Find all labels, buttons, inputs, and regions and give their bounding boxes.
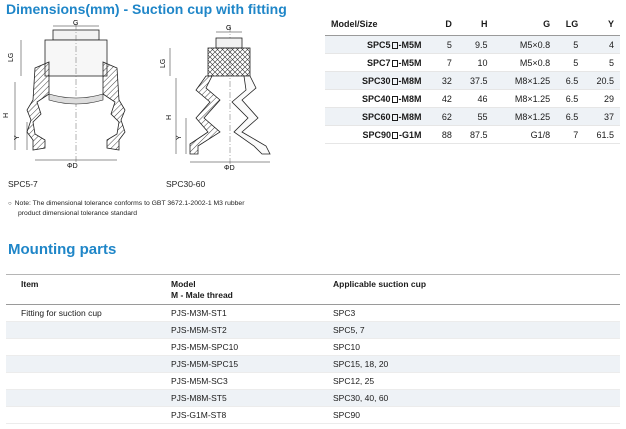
note-line-2: product dimensional tolerance standard — [18, 210, 138, 217]
table-row — [325, 90, 620, 108]
cell-g: M8×1.25 — [494, 108, 557, 126]
table-row — [6, 322, 620, 339]
cell-item — [6, 356, 171, 373]
model-prefix: SPC40 — [362, 93, 391, 104]
cell-lg: 5 — [556, 36, 584, 54]
cell-model: PJS-M5M-SPC15 — [171, 356, 333, 373]
cell-h: 55 — [458, 108, 494, 126]
square-icon — [392, 42, 398, 49]
mounting-parts-table — [6, 274, 620, 424]
cell-model: PJS-M8M-ST5 — [171, 390, 333, 407]
model-prefix: SPC30 — [362, 75, 391, 86]
table-row — [325, 36, 620, 54]
header-model — [171, 275, 333, 305]
table-row — [325, 108, 620, 126]
cell-h: 87.5 — [458, 126, 494, 144]
header-lg: LG — [556, 12, 584, 36]
dimensions-title: Dimensions(mm) - Suction cup with fitting — [6, 1, 287, 17]
model-size-cell — [325, 90, 434, 108]
spc30-60-caption: SPC30-60 — [166, 179, 206, 189]
cell-lg: 6.5 — [556, 108, 584, 126]
cell-applicable: SPC15, 18, 20 — [333, 356, 620, 373]
cell-h: 46 — [458, 90, 494, 108]
model-suffix: -M8M — [398, 75, 422, 86]
model-prefix: SPC5 — [367, 39, 391, 50]
cell-y: 4 — [584, 36, 620, 54]
square-icon — [392, 78, 398, 85]
cell-lg: 7 — [556, 126, 584, 144]
model-suffix: -M5M — [398, 57, 422, 68]
label-g: G — [226, 25, 232, 32]
cell-d: 32 — [434, 72, 458, 90]
model-size-cell — [325, 72, 434, 90]
cell-applicable: SPC5, 7 — [333, 322, 620, 339]
model-suffix: -M8M — [398, 93, 422, 104]
table-row — [325, 72, 620, 90]
table-row — [6, 339, 620, 356]
spc30-60-drawing — [150, 22, 290, 172]
header-model-line2: M - Male thread — [171, 290, 233, 300]
cell-y: 5 — [584, 54, 620, 72]
cell-y: 37 — [584, 108, 620, 126]
cell-g: M8×1.25 — [494, 72, 557, 90]
table-row — [6, 305, 620, 322]
model-prefix: SPC60 — [362, 111, 391, 122]
cell-h: 10 — [458, 54, 494, 72]
cell-applicable: SPC90 — [333, 407, 620, 424]
cell-h: 37.5 — [458, 72, 494, 90]
header-g: G — [494, 12, 557, 36]
model-prefix: SPC90 — [362, 129, 392, 140]
cell-lg: 6.5 — [556, 72, 584, 90]
mounting-header-row — [6, 275, 620, 305]
tolerance-note — [8, 199, 308, 218]
label-h: H — [166, 114, 173, 120]
cell-lg: 6.5 — [556, 90, 584, 108]
square-icon — [392, 96, 398, 103]
cell-applicable: SPC12, 25 — [333, 373, 620, 390]
cell-applicable: SPC3 — [333, 305, 620, 322]
dimensions-table — [325, 12, 620, 144]
cell-d: 42 — [434, 90, 458, 108]
label-y: Y — [176, 135, 183, 140]
square-icon — [392, 132, 398, 139]
header-model-line1: Model — [171, 279, 196, 289]
table-row — [6, 356, 620, 373]
table-row — [6, 373, 620, 390]
cell-item — [6, 373, 171, 390]
header-applicable: Applicable suction cup — [333, 275, 620, 305]
cell-model: PJS-M3M-ST1 — [171, 305, 333, 322]
label-d: ΦD — [67, 163, 78, 170]
table-row — [325, 126, 620, 144]
table-row — [6, 390, 620, 407]
cell-applicable: SPC10 — [333, 339, 620, 356]
label-lg: LG — [8, 52, 15, 62]
model-size-cell — [325, 54, 434, 72]
cell-d: 88 — [434, 126, 458, 144]
cell-y: 29 — [584, 90, 620, 108]
mounting-parts-title: Mounting parts — [8, 241, 117, 258]
note-line-1: Note: The dimensional tolerance conforms to GBT 3672.1-2002-1 M3 rubber — [14, 200, 245, 207]
bullet-icon: ○ — [8, 201, 12, 207]
label-g: G — [73, 20, 79, 27]
square-icon — [392, 60, 398, 67]
header-y: Y — [584, 12, 620, 36]
cell-g: M5×0.8 — [494, 54, 557, 72]
cell-item — [6, 390, 171, 407]
cell-d: 7 — [434, 54, 458, 72]
cell-d: 62 — [434, 108, 458, 126]
table-row — [6, 407, 620, 424]
cell-item — [6, 322, 171, 339]
cell-g: G1/8 — [494, 126, 557, 144]
model-suffix: -M8M — [398, 111, 422, 122]
cell-applicable: SPC30, 40, 60 — [333, 390, 620, 407]
spc5-7-drawing — [5, 22, 145, 172]
cell-lg: 5 — [556, 54, 584, 72]
cell-g: M5×0.8 — [494, 36, 557, 54]
label-h: H — [3, 112, 10, 118]
model-suffix: -M5M — [398, 39, 422, 50]
cell-model: PJS-G1M-ST8 — [171, 407, 333, 424]
cell-model: PJS-M5M-SPC10 — [171, 339, 333, 356]
cell-item — [6, 339, 171, 356]
dimensions-header-row — [325, 12, 620, 36]
table-row — [325, 54, 620, 72]
label-lg: LG — [160, 58, 167, 68]
header-model-size: Model/Size — [325, 12, 434, 36]
model-prefix: SPC7 — [367, 57, 391, 68]
cell-item — [6, 407, 171, 424]
model-size-cell — [325, 108, 434, 126]
cell-y: 20.5 — [584, 72, 620, 90]
cell-model: PJS-M5M-ST2 — [171, 322, 333, 339]
label-y: Y — [14, 135, 21, 140]
cell-g: M8×1.25 — [494, 90, 557, 108]
cell-d: 5 — [434, 36, 458, 54]
cell-h: 9.5 — [458, 36, 494, 54]
cell-model: PJS-M5M-SC3 — [171, 373, 333, 390]
header-d: D — [434, 12, 458, 36]
square-icon — [392, 114, 398, 121]
model-size-cell — [325, 36, 434, 54]
cell-y: 61.5 — [584, 126, 620, 144]
header-h: H — [458, 12, 494, 36]
header-item: Item — [6, 275, 171, 305]
spc5-7-caption: SPC5-7 — [8, 179, 38, 189]
label-d: ΦD — [224, 165, 235, 172]
cell-item: Fitting for suction cup — [6, 305, 171, 322]
model-suffix: -G1M — [399, 129, 422, 140]
model-size-cell — [325, 126, 434, 144]
